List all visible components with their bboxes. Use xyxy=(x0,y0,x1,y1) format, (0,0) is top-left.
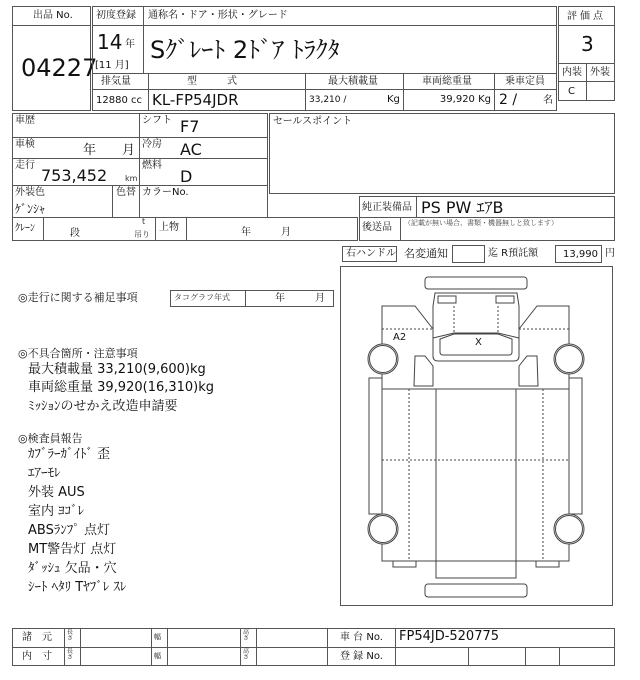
later-label: 後送品 xyxy=(362,222,392,233)
mileage-value: 753,452 xyxy=(41,166,108,185)
vehicle-name: Sｸﾞﾚｰﾄ 2ﾄﾞｱ ﾄﾗｸﾀ xyxy=(150,36,340,64)
inspector-item: ｼｰﾄ ﾍﾀﾘ Tﾔﾌﾞﾚ ｽﾚ xyxy=(28,580,127,595)
side-rail-right xyxy=(569,378,582,514)
color-value: ｹﾞﾝｼｬ xyxy=(15,202,46,216)
displacement-cell xyxy=(92,89,149,111)
fuel-value: D xyxy=(180,167,193,186)
mirror-left xyxy=(438,296,456,303)
mileage-label: 走行 xyxy=(15,160,35,171)
chassis-value: FP54JD-520775 xyxy=(399,629,500,644)
equipment-cell xyxy=(416,196,615,218)
fuel-cell xyxy=(139,158,268,186)
col-divider xyxy=(80,628,81,666)
col-divider xyxy=(256,628,257,666)
displacement-label: 排気量 xyxy=(101,76,131,87)
col-divider xyxy=(64,628,65,666)
inspector-item: MT警告灯 点灯 xyxy=(28,542,117,557)
reg-year: 14 xyxy=(97,30,123,54)
ac-cell xyxy=(139,137,268,159)
exterior-grade-cell xyxy=(586,81,615,101)
rating-label: 評価点 xyxy=(567,11,606,22)
chassis-label: 車 台 No. xyxy=(340,632,383,643)
gross-weight-value: 39,920 Kg xyxy=(439,94,491,105)
shift-value: F7 xyxy=(180,117,200,136)
displacement-label-cell xyxy=(92,73,149,90)
truck-outline-icon xyxy=(341,267,614,607)
chassis xyxy=(382,389,569,561)
gross-weight-label-cell xyxy=(403,73,495,90)
color-no-label: カラーNo. xyxy=(142,187,189,198)
lot-number: 04227 xyxy=(21,54,98,82)
interior-grade-cell xyxy=(558,81,587,101)
name-label: 通称名・ドア・形状・グレード xyxy=(148,10,288,21)
inspector-heading: ◎検査員報告 xyxy=(18,432,83,445)
equipment-value: PS PW ｴｱB xyxy=(421,198,504,217)
exterior-label-cell xyxy=(586,63,615,82)
fuel-label: 燃料 xyxy=(142,160,162,171)
wheels xyxy=(368,344,584,544)
interior-label-cell xyxy=(558,63,587,82)
model-value: KL-FP54JDR xyxy=(152,91,239,109)
col-divider xyxy=(395,628,396,666)
lot-number-cell xyxy=(12,25,98,111)
name-change-label: 名変通知 xyxy=(404,247,448,260)
max-load-label-cell xyxy=(305,73,404,90)
body-cell xyxy=(186,217,358,241)
side-rail-left xyxy=(369,378,382,514)
damage-diagram xyxy=(340,266,613,606)
gross-weight-cell xyxy=(403,89,495,111)
model-cell xyxy=(148,89,306,111)
inspector-item: ABSﾗﾝﾌﾟ 点灯 xyxy=(28,523,110,538)
rating-score-cell xyxy=(558,25,615,64)
tacho-label: タコグラフ年式 xyxy=(174,293,230,302)
capacity-label: 乗車定員 xyxy=(505,76,545,87)
rhd-label: 右ハンドル xyxy=(346,248,396,259)
recycle-label: 迄 R預託額 xyxy=(488,248,539,259)
col-divider xyxy=(468,647,469,666)
name-cell xyxy=(143,25,557,74)
gross-weight-label: 車両総重量 xyxy=(422,76,472,87)
inspection-value: 年 月 xyxy=(83,143,136,158)
body-label-cell xyxy=(155,217,187,241)
capacity-unit: 名 xyxy=(543,95,553,106)
rating-label-cell xyxy=(558,6,615,26)
driving-heading: ◎走行に関する補足事項 xyxy=(18,291,138,304)
first-reg-label-cell xyxy=(92,6,144,26)
color-label: 外装色 xyxy=(15,187,45,198)
rear-step-right xyxy=(536,561,559,567)
color-cell xyxy=(12,185,113,218)
reg-year-unit: 年 xyxy=(125,39,135,50)
shift-label: シフト xyxy=(142,115,172,126)
inner-width-label: 幅 xyxy=(154,652,161,660)
capacity-cell xyxy=(494,89,557,111)
inspector-item: ﾀﾞｯｼｭ 欠品・穴 xyxy=(28,561,117,576)
inspection-cell xyxy=(12,137,140,159)
recycle-value: 13,990 xyxy=(563,249,598,260)
crane-cell xyxy=(43,217,156,241)
damage-mark-x: X xyxy=(475,337,482,348)
shift-cell xyxy=(139,113,268,138)
max-load-label: 最大積載量 xyxy=(328,76,378,87)
rating-score: 3 xyxy=(581,32,594,56)
damage-mark-a2: A2 xyxy=(393,332,407,343)
ac-label: 冷房 xyxy=(142,139,162,150)
color-change-cell xyxy=(112,185,140,218)
sales-point-box xyxy=(269,113,615,194)
later-label-cell xyxy=(359,217,401,241)
col-divider xyxy=(151,628,152,666)
body-label: 上物 xyxy=(159,222,179,233)
later-note: （記載が無い場合、書類・機器無しと致します） xyxy=(404,219,558,227)
crane-label: ｸﾚｰﾝ xyxy=(15,223,35,234)
rear-bumper xyxy=(425,584,527,597)
inspection-label: 車検 xyxy=(15,139,35,150)
body-value: 年 月 xyxy=(241,227,291,238)
color-no-cell xyxy=(139,185,268,218)
front-bumper xyxy=(425,277,527,289)
rhd-button[interactable] xyxy=(342,246,397,262)
spec-width-label: 幅 xyxy=(154,633,161,641)
reg-number-label: 登 録 No. xyxy=(340,651,383,662)
model-label-cell xyxy=(148,73,306,90)
mileage-unit: km xyxy=(125,174,138,183)
defect-heading: ◎不具合箇所・注意事項 xyxy=(18,347,138,360)
interior-grade: C xyxy=(568,86,575,97)
name-change-field[interactable] xyxy=(452,245,485,263)
equipment-label-cell xyxy=(359,196,417,218)
history-label: 車歴 xyxy=(15,115,35,126)
sales-point-label: セールスポイント xyxy=(273,116,353,127)
mirror-right xyxy=(496,296,514,303)
capacity-value: 2 / xyxy=(499,92,518,108)
ac-value: AC xyxy=(180,140,202,159)
col-divider xyxy=(525,647,526,666)
col-divider xyxy=(559,647,560,666)
col-divider xyxy=(327,628,328,666)
tacho-label-cell xyxy=(171,290,246,307)
rear-step-left xyxy=(393,561,416,567)
crane-t: t xyxy=(142,217,146,226)
inner-label: 内 寸 xyxy=(22,651,52,662)
mileage-cell xyxy=(12,158,140,186)
recycle-unit: 円 xyxy=(605,248,615,259)
inspector-item: 室内 ﾖｺﾞﾚ xyxy=(28,504,85,519)
exterior-label: 外装 xyxy=(590,67,610,78)
defect-item: 最大積載量 33,210(9,600)kg xyxy=(28,362,206,377)
col-divider xyxy=(240,628,241,666)
name-label-cell xyxy=(143,6,557,26)
color-change-label: 色替 xyxy=(116,187,136,198)
reg-month: [11 月] xyxy=(95,60,129,71)
first-reg-cell xyxy=(92,25,144,74)
history-cell xyxy=(12,113,140,138)
defect-item: 車両総重量 39,920(16,310)kg xyxy=(28,380,215,395)
inspector-item: ｶﾌﾞﾗｰｶﾞｲﾄﾞ 歪 xyxy=(28,447,111,462)
lot-label-cell xyxy=(12,6,91,26)
crane-stage: 段 xyxy=(70,228,80,239)
bed xyxy=(436,389,516,578)
capacity-label-cell xyxy=(494,73,557,90)
spec-height-label: 高さ xyxy=(243,629,250,642)
lot-label: 出品 No. xyxy=(33,10,73,21)
defect-item: ﾐｯｼｮﾝのせかえ改造申請要 xyxy=(28,399,178,414)
max-load-unit: Kg xyxy=(387,94,400,105)
spec-label: 諸 元 xyxy=(22,632,52,643)
max-load-cell xyxy=(305,89,404,111)
recycle-cell xyxy=(555,245,602,263)
crane-hang: 吊り xyxy=(134,230,150,239)
inspector-item: ｴｱｰﾓﾚ xyxy=(28,466,61,481)
inspector-item: 外装 AUS xyxy=(28,485,85,500)
interior-label: 内装 xyxy=(562,67,582,78)
inner-height-label: 高さ xyxy=(243,648,250,661)
model-label: 型 式 xyxy=(187,76,237,87)
equipment-label: 純正装備品 xyxy=(362,202,412,213)
later-cell xyxy=(400,217,615,241)
max-load-value: 33,210 / xyxy=(309,95,347,105)
spec-length-label: 長さ xyxy=(67,629,74,642)
first-reg-label: 初度登録 xyxy=(96,10,136,21)
tacho-value: 年 月 xyxy=(275,293,325,304)
inner-length-label: 長さ xyxy=(67,648,74,661)
tacho-box xyxy=(170,290,334,307)
crane-label-cell xyxy=(12,217,44,241)
displacement-value: 12880 cc xyxy=(96,95,142,106)
col-divider xyxy=(167,628,168,666)
